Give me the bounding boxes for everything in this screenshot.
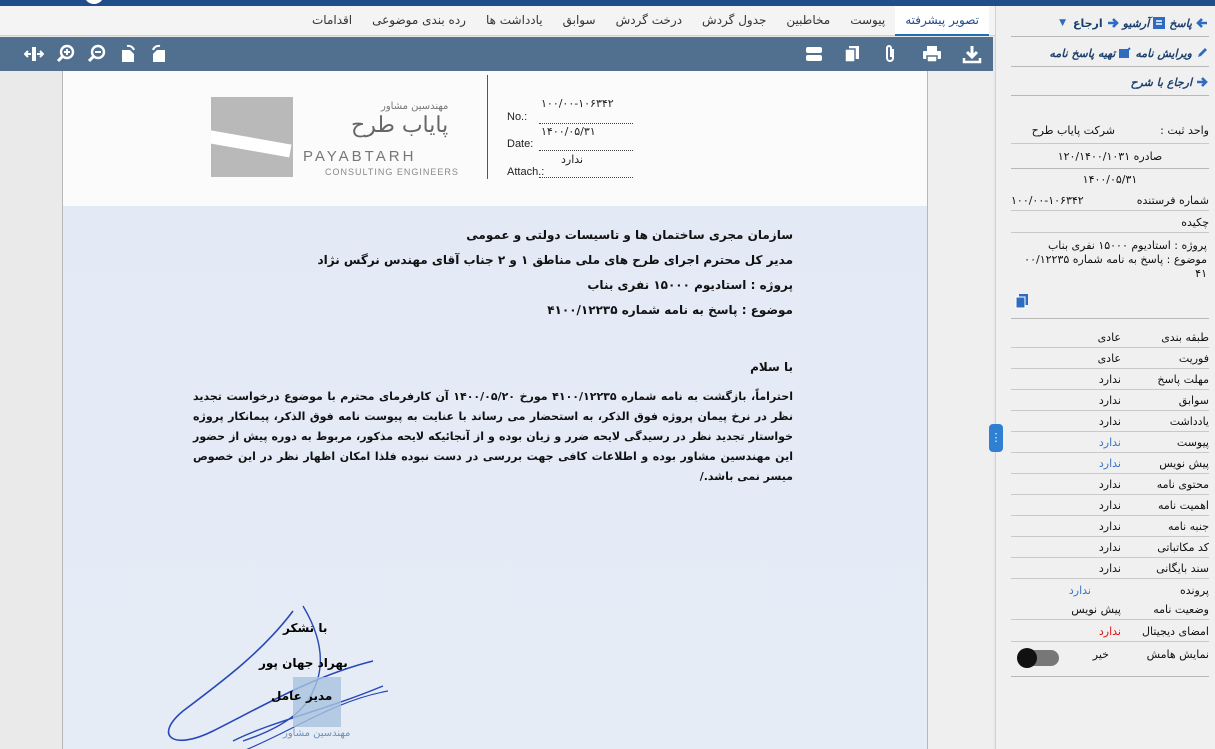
property-row xyxy=(1011,454,1209,474)
rotate-right-icon[interactable] xyxy=(116,42,140,66)
property-value[interactable]: ندارد xyxy=(1098,436,1121,449)
tab-subject-classification[interactable]: رده بندی موضوعی xyxy=(372,13,466,27)
tab-notes[interactable]: یادداشت ها xyxy=(485,13,543,27)
property-label: طبقه بندی xyxy=(1161,331,1209,344)
property-label: یادداشت xyxy=(1169,415,1209,428)
attach-icon[interactable] xyxy=(878,42,902,66)
property-value: عادی xyxy=(1097,352,1121,365)
archive-icon xyxy=(1152,16,1166,30)
property-label: سوابق xyxy=(1178,394,1209,407)
letter-attach-label: Attach.: xyxy=(507,166,545,178)
pencil-icon xyxy=(1195,46,1209,60)
letter-paragraph: احتراماً، بازگشت به نامه شماره ۴۱۰۰/۱۲۲۳۵ مورخ ۱۴۰۰/۰۵/۲۰ آن کارفرمای محترم با موضوع درخواست تجدید نظر در نرخ پیمان پروژه فوق الذکر، به استحضار می رساند با عنایت به پیوست نامه فوق الذکر، پیمانکار پروژه خواستار تجدید نظر در رسیدگی لایحه ضرر و زیان بوده و از آنجائیکه لایحه مذکور، مربوط به دوره پیش از حضور این مهندسین مشاور بوده و اطلاعات کافی جهت بررسی در دست نبوده فلذا امکان اظهار نظر در این خصوص میسر نمی باشد./ xyxy=(193,390,793,483)
panel-separator xyxy=(1011,66,1209,67)
panel-separator xyxy=(1011,168,1209,169)
letter-date-value: ۱۴۰۰/۰۵/۳۱ xyxy=(541,125,596,138)
viewer-margin-right xyxy=(928,71,993,749)
file-row xyxy=(1011,580,1209,600)
letter-image xyxy=(62,71,928,749)
property-label: اهمیت نامه xyxy=(1157,499,1209,512)
summary-label: چکیده xyxy=(1181,216,1209,229)
stamp-text: مهندسین مشاور xyxy=(283,728,351,739)
property-label: مهلت پاسخ xyxy=(1157,373,1209,386)
edit-letter-button[interactable] xyxy=(1135,46,1209,60)
panel-separator xyxy=(1011,318,1209,319)
panel-toggle-handle[interactable]: ⋮ xyxy=(989,424,1003,452)
sender-number-label: شماره فرستنده xyxy=(1136,194,1209,207)
property-row xyxy=(1011,433,1209,453)
panel-separator xyxy=(1011,36,1209,37)
property-value: ندارد xyxy=(1098,520,1121,533)
forward-with-note-label: ارجاع با شرح xyxy=(1130,75,1192,89)
toggle-knob xyxy=(1017,648,1037,668)
reply-label: پاسخ xyxy=(1169,16,1192,30)
letter-body xyxy=(193,223,793,487)
property-row xyxy=(1011,391,1209,411)
letter-date-label: Date: xyxy=(507,138,534,150)
issued-date: ۱۴۰۰/۰۵/۳۱ xyxy=(1082,173,1138,186)
tab-history[interactable]: سوابق xyxy=(562,13,596,27)
signer-name: بهراد جهان پور xyxy=(259,656,348,670)
forward-button[interactable] xyxy=(1073,16,1120,30)
download-icon[interactable] xyxy=(960,42,984,66)
digital-sign-value: ندارد xyxy=(1098,625,1121,638)
property-row xyxy=(1011,496,1209,516)
copy-icon[interactable] xyxy=(840,42,864,66)
logo-company-subtitle: CONSULTING ENGINEERS xyxy=(325,167,459,177)
summary-text xyxy=(1011,239,1207,281)
letter-closing: با تشکر xyxy=(283,621,328,635)
summary-row xyxy=(1011,213,1209,233)
property-value: ندارد xyxy=(1098,373,1121,386)
chevron-down-icon[interactable]: ▼ xyxy=(1059,18,1066,28)
edit-letter-label: ویرایش نامه xyxy=(1135,46,1192,60)
copy-icon[interactable] xyxy=(1015,293,1029,309)
file-value[interactable]: ندارد xyxy=(1068,583,1091,597)
letter-recipient: سازمان مجری ساختمان ها و تاسیسات دولتی و عمومی xyxy=(466,228,793,242)
property-label: پیش نویس xyxy=(1159,457,1209,470)
zoom-out-icon[interactable] xyxy=(85,42,109,66)
print-icon[interactable] xyxy=(920,42,944,66)
fit-width-icon[interactable] xyxy=(22,42,46,66)
property-value: عادی xyxy=(1097,331,1121,344)
letter-attach-value: ندارد xyxy=(561,153,584,166)
status-value: پیش نویس xyxy=(1071,603,1121,616)
panel-divider[interactable] xyxy=(995,6,1003,749)
logo-company-name-fa: پایاب طرح xyxy=(351,113,449,138)
letter-info-panel xyxy=(1003,6,1215,749)
summary-subject: موضوع : پاسخ به نامه شماره ۰۰/۱۲۲۳۵ xyxy=(1024,253,1207,266)
property-value: ندارد xyxy=(1098,415,1121,428)
letter-number-label: No.: xyxy=(507,111,528,123)
letter-project: پروژه : استادیوم ۱۵۰۰۰ نفری بناب xyxy=(587,278,793,292)
panel-separator xyxy=(1011,676,1209,677)
tab-recipients[interactable]: مخاطبین xyxy=(786,13,831,27)
property-label: فوریت xyxy=(1178,352,1209,365)
property-value: ندارد xyxy=(1098,541,1121,554)
status-row xyxy=(1011,600,1209,620)
compose-icon xyxy=(1118,46,1132,60)
tab-bar xyxy=(0,6,995,36)
summary-project: پروژه : استادیوم ۱۵۰۰۰ نفری بناب xyxy=(1047,239,1207,252)
sender-number-row xyxy=(1011,191,1209,211)
property-value: ندارد xyxy=(1098,562,1121,575)
stack-icon[interactable] xyxy=(802,42,826,66)
prepare-reply-label: تهیه پاسخ نامه xyxy=(1049,46,1116,60)
letter-attach-dots xyxy=(539,177,633,178)
letterhead-divider xyxy=(487,75,488,179)
registration-unit-label: واحد ثبت : xyxy=(1160,124,1209,137)
handwritten-signature xyxy=(143,591,393,749)
file-label: پرونده xyxy=(1179,583,1209,597)
forward-icon xyxy=(1195,75,1209,89)
archive-label: آرشیو xyxy=(1122,16,1150,30)
property-row xyxy=(1011,538,1209,558)
action-row-secondary xyxy=(1049,43,1209,63)
document-viewer[interactable] xyxy=(0,71,993,749)
property-row xyxy=(1011,328,1209,348)
property-label: کد مکاتباتی xyxy=(1157,541,1209,554)
tab-workflow-tree[interactable]: درخت گردش xyxy=(615,13,683,27)
property-label: محتوی نامه xyxy=(1156,478,1209,491)
viewer-toolbar xyxy=(0,37,993,71)
property-row xyxy=(1011,412,1209,432)
signer-title: مدیر عامل xyxy=(271,689,333,703)
action-row-primary xyxy=(1059,13,1209,33)
prepare-reply-button[interactable] xyxy=(1049,46,1132,60)
forward-label: ارجاع xyxy=(1072,16,1103,30)
forward-with-note-button[interactable] xyxy=(1130,75,1209,89)
digital-sign-label: امضای دیجیتال xyxy=(1142,625,1209,638)
property-value: ندارد xyxy=(1098,499,1121,512)
tab-actions[interactable]: اقدامات xyxy=(311,13,353,27)
summary-subject-suffix: ۴۱ xyxy=(1195,267,1207,280)
action-row-tertiary xyxy=(1130,72,1209,92)
logo-company-name-en: PAYABTARH xyxy=(303,148,417,165)
property-row xyxy=(1011,475,1209,495)
margin-display-label: نمایش هامش xyxy=(1146,647,1209,661)
registration-unit-row xyxy=(1011,118,1209,144)
sender-number-value: ۱۰۰/۰۰-۱۰۶۳۴۲ xyxy=(1011,194,1084,207)
property-value: ندارد xyxy=(1098,478,1121,491)
logo-company-type: مهندسین مشاور xyxy=(381,101,449,112)
registration-unit-value: شرکت پایاب طرح xyxy=(1031,124,1115,137)
panel-separator xyxy=(1011,95,1209,96)
tab-attachment[interactable]: پیوست xyxy=(850,13,886,27)
viewer-margin-left xyxy=(0,71,62,749)
property-row xyxy=(1011,559,1209,579)
margin-display-toggle[interactable] xyxy=(1019,650,1059,666)
issued-number: صادره ۱۲۰/۱۴۰۰/۱۰۳۱ xyxy=(1057,150,1163,163)
letter-greeting: با سلام xyxy=(750,360,793,374)
property-value: ندارد xyxy=(1098,394,1121,407)
tab-advanced-image[interactable]: تصویر پیشرفته xyxy=(895,6,989,36)
property-label: جنبه نامه xyxy=(1167,520,1209,533)
letter-number-dots xyxy=(539,123,633,124)
letter-recipient-title: مدیر کل محترم اجرای طرح های ملی مناطق ۱ و ۲ جناب آقای مهندس نرگس نژاد xyxy=(317,253,793,267)
header-decoration xyxy=(84,0,104,4)
status-label: وضعیت نامه xyxy=(1153,603,1209,616)
property-label: سند بایگانی xyxy=(1156,562,1209,575)
digital-sign-row xyxy=(1011,622,1209,642)
letter-date-dots xyxy=(539,150,633,151)
property-row xyxy=(1011,517,1209,537)
letter-number-value: ۱۰۰/۰۰-۱۰۶۳۴۲ xyxy=(541,97,614,110)
rotate-left-icon[interactable] xyxy=(147,42,171,66)
zoom-in-icon[interactable] xyxy=(54,42,78,66)
archive-button[interactable] xyxy=(1123,16,1167,30)
property-row xyxy=(1011,349,1209,369)
reply-button[interactable] xyxy=(1169,16,1209,30)
company-logo xyxy=(211,97,293,177)
forward-icon xyxy=(1106,16,1120,30)
tab-workflow-table[interactable]: جدول گردش xyxy=(702,13,767,27)
margin-display-value: خیر xyxy=(1092,647,1109,661)
property-label: پیوست xyxy=(1176,436,1209,449)
property-value[interactable]: ندارد xyxy=(1098,457,1121,470)
reply-icon xyxy=(1195,16,1209,30)
tabs xyxy=(302,6,989,36)
property-row xyxy=(1011,370,1209,390)
letter-subject: موضوع : پاسخ به نامه شماره ۴۱۰۰/۱۲۲۳۵ xyxy=(547,303,793,317)
